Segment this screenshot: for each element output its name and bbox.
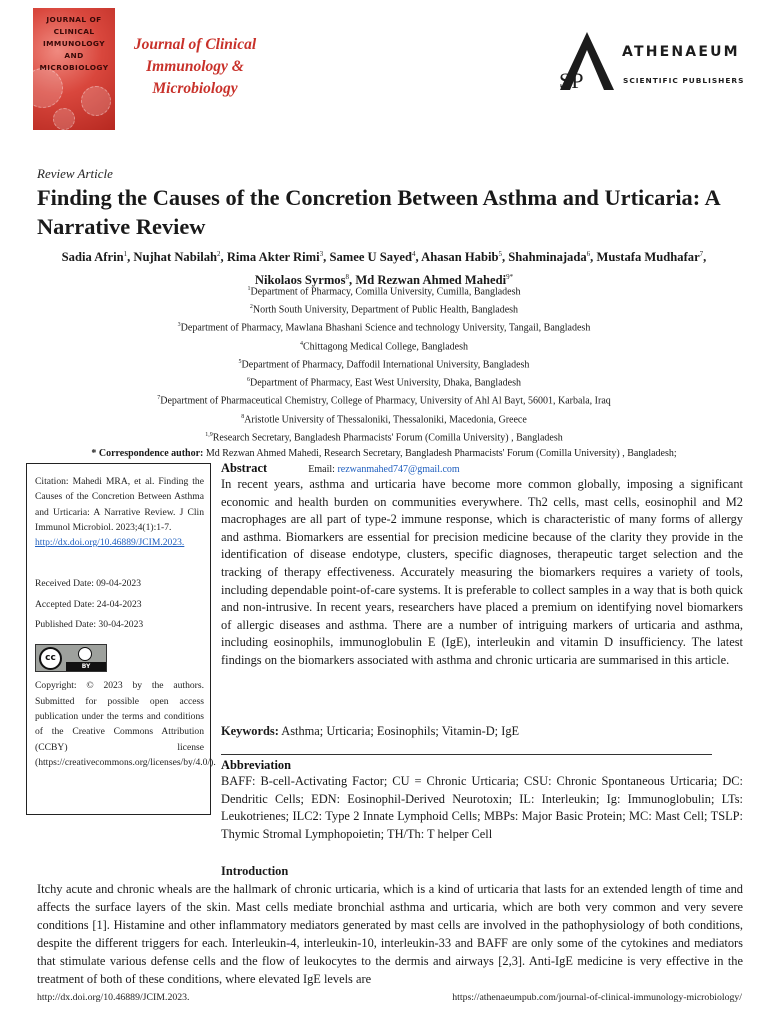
- virus-decoration: [33, 68, 63, 108]
- keywords-label: Keywords:: [221, 724, 279, 738]
- abstract-section: [221, 460, 743, 670]
- affiliation: $^7$Department of Pharmaceutical Chemistry, College of Pharmacy, University of Ahl Al Bayt, 56001, Karbala, Iraq: [157, 395, 611, 407]
- affiliation: $^1$Department of Pharmacy, Comilla University, Cumilla, Bangladesh: [247, 286, 521, 298]
- article-type: Review Article: [37, 166, 113, 181]
- author: Shahminajada$^6$: [508, 250, 591, 265]
- abstract-text: In recent years, asthma and urticaria have become more common globally, imposing a significant economic and health burden on communities everywhere. Th2 cells, mast cells, eosinophil and M2 macrophages are all part of type-2 immune response, which is characteristic of many forms of allergy and asthma. Biomarkers are essential for precision medicine because of the clarity they provide in the identification of disease endotype, clusters, specific diagnoses, therapeutic target selection and the tracking of therapy effectiveness. Accurately measuring the biomarkers requires a variety of tools, including dependable point-of-care systems. It is preferable to collect samples in a way that is both quick and non-intrusive. In recent years, researchers have placed a premium on identifying novel biomarkers of allergic diseases and asthma. There are a number of intriguing markers of urticaria and asthma, including eosinophils, immunoglobulin E (IgE), interleukin and vitamin D insufficiency. The latest findings on the biomarkers associated with asthma and chronic urticaria are summarised in this article.: [221, 477, 743, 667]
- correspondence-email: Email: rezwanmahed747@gmail.com: [308, 464, 460, 476]
- abbreviation-text: BAFF: B-cell-Activating Factor; CU = Chronic Urticaria; CSU: Chronic Spontaneous Urticaria; DC: Dendritic Cells; EDN: Eosinophil-Derived Neurotoxin; IL: Interleukin; Ig: Immunoglobulin; LTs: Leukotrienes; ILC2: Type 2 Innate Lymphoid Cells; MBPs: Major Basic Protein; MC: Mast Cell; TSLP: Thymic Stromal Lymphopoietin; TH/Th: T helper Cell: [221, 774, 743, 841]
- abbreviation-heading: Abbreviation: [221, 758, 291, 772]
- footer-journal-link[interactable]: https://athenaeumpub.com/journal-of-clinical-immunology-microbiology/: [452, 992, 742, 1003]
- author: Sadia Afrin$^1$: [61, 250, 128, 265]
- journal-name-line: Immunology &: [146, 58, 244, 75]
- affiliation: $^3$Department of Pharmacy, Mawlana Bhashani Science and technology University, Tangail, Bangladesh: [177, 322, 591, 334]
- by-label: BY: [66, 662, 106, 671]
- citation-text: Citation: Mahedi MRA, et al. Finding the Causes of the Concretion Between Asthma and Urticaria: A Narrative Review. J Clin Immunol Microbiol. 2023;4(1):1-7.: [35, 476, 204, 533]
- abstract-heading: Abstract: [221, 461, 268, 475]
- virus-decoration: [81, 86, 111, 116]
- affiliation: $^5$Department of Pharmacy, Daffodil International University, Bangladesh: [238, 358, 530, 371]
- author-list: Sadia Afrin$^1$, Nujhat Nabilah$^2$, Rima Akter Rimi$^3$, Samee U Sayed$^4$, Ahasan Habib$^5$, Shahminajada$^6$, Mustafa Mudhafar$^7$, Nikolaos Syrmos$^8$, Md Rezwan Ahmed Mahedi$^{9*}$: [61, 250, 707, 288]
- cc-by-license-badge[interactable]: [35, 644, 107, 672]
- journal-cover-image: [33, 8, 115, 130]
- publisher-subtitle: SCIENTIFIC PUBLISHERS: [623, 76, 745, 85]
- affiliation-list: [30, 282, 738, 478]
- journal-name-line: Microbiology: [152, 80, 238, 97]
- citation-sidebox: [26, 463, 216, 815]
- correspondence: * Correspondence author: Md Rezwan Ahmed Mahedi, Research Secretary, Bangladesh Pharmacists' Forum (Comilla University) , Bangladesh;: [91, 448, 677, 460]
- attribution-person-icon: [78, 647, 92, 661]
- virus-decoration: [53, 108, 75, 130]
- author: Samee U Sayed$^4$: [329, 250, 416, 265]
- section-divider: [221, 754, 712, 755]
- cover-line: AND: [64, 51, 84, 60]
- athenaeum-logo-icon: [556, 30, 618, 92]
- introduction-heading: Introduction: [221, 864, 289, 878]
- journal-name-line: Journal of Clinical: [133, 36, 257, 53]
- copyright-text: Copyright: © 2023 by the authors. Submitted for possible open access publication under the terms and conditions of the Creative Commons Attribution (CCBY) license (https://creativecommons.org/licenses/by/4.0/).: [35, 680, 216, 768]
- email-link[interactable]: rezwanmahed747@gmail.com: [337, 464, 460, 476]
- author: Ahasan Habib$^5$: [421, 250, 502, 265]
- cover-line: MICROBIOLOGY: [39, 63, 109, 72]
- affiliation: $^8$Aristotle University of Thessaloniki, Thessaloniki, Macedonia, Greece: [241, 413, 527, 425]
- cc-icon: cc: [39, 647, 62, 670]
- abbreviation-section: [221, 757, 743, 843]
- cover-line: JOURNAL OF: [46, 15, 102, 24]
- doi-link[interactable]: http://dx.doi.org/10.46889/JCIM.2023.: [35, 537, 185, 549]
- date-list: [35, 576, 204, 632]
- publisher-name: ATHENAEUM: [622, 44, 740, 60]
- cover-title: [33, 14, 115, 74]
- keywords-text: Asthma; Urticaria; Eosinophils; Vitamin-D; IgE: [278, 724, 520, 738]
- cover-line: IMMUNOLOGY: [43, 39, 105, 48]
- publisher-logo-letters: SP: [559, 68, 584, 92]
- author: Md Rezwan Ahmed Mahedi$^{9*}$: [355, 273, 514, 288]
- cover-line: CLINICAL: [53, 27, 95, 36]
- keywords-section: [221, 724, 743, 739]
- footer-doi-link[interactable]: http://dx.doi.org/10.46889/JCIM.2023.: [37, 992, 190, 1003]
- journal-name: [120, 34, 270, 100]
- article-title: Finding the Causes of the Concretion Between Asthma and Urticaria: A Narrative Review: [37, 185, 720, 239]
- affiliation: $^2$North South University, Department of Public Health, Bangladesh: [249, 304, 519, 316]
- affiliation: $^{1,9}$Research Secretary, Bangladesh Pharmacists' Forum (Comilla University) , Bangladesh: [205, 431, 563, 444]
- affiliation: $^4$Chittagong Medical College, Bangladesh: [300, 340, 468, 353]
- author: Rima Akter Rimi$^3$: [226, 250, 324, 265]
- published-date: Published Date: 30-04-2023: [35, 619, 144, 631]
- author: Nikolaos Syrmos$^8$: [254, 273, 350, 288]
- affiliation: $^6$Department of Pharmacy, East West University, Dhaka, Bangladesh: [247, 377, 521, 389]
- received-date: Received Date: 09-04-2023: [35, 578, 142, 590]
- author: Mustafa Mudhafar$^7$: [596, 250, 704, 265]
- author: Nujhat Nabilah$^2$: [133, 250, 221, 265]
- accepted-date: Accepted Date: 24-04-2023: [35, 598, 142, 610]
- introduction-text: Itchy acute and chronic wheals are the hallmark of chronic urticaria, which is a kind of urticaria that lasts for an extended length of time and affects the surface layers of the skin. Mast cells mediate bronchial asthma and urticaria, which are both very common and very severe conditions [1]. Histamine and other inflammatory mediators generated by mast cells are involved in the pathophysiology of both conditions, despite the different triggers for each. Interleukin-4, interleukin-10, interleukin-33 and BAFF are only some of the cytokines and mediators that stimulate various defense cells and the flow of leukocytes to the dermis and airways [2,3]. Anti-IgE medicine is very effective in the treatment of both of these conditions, where elevated IgE levels are: [37, 882, 743, 986]
